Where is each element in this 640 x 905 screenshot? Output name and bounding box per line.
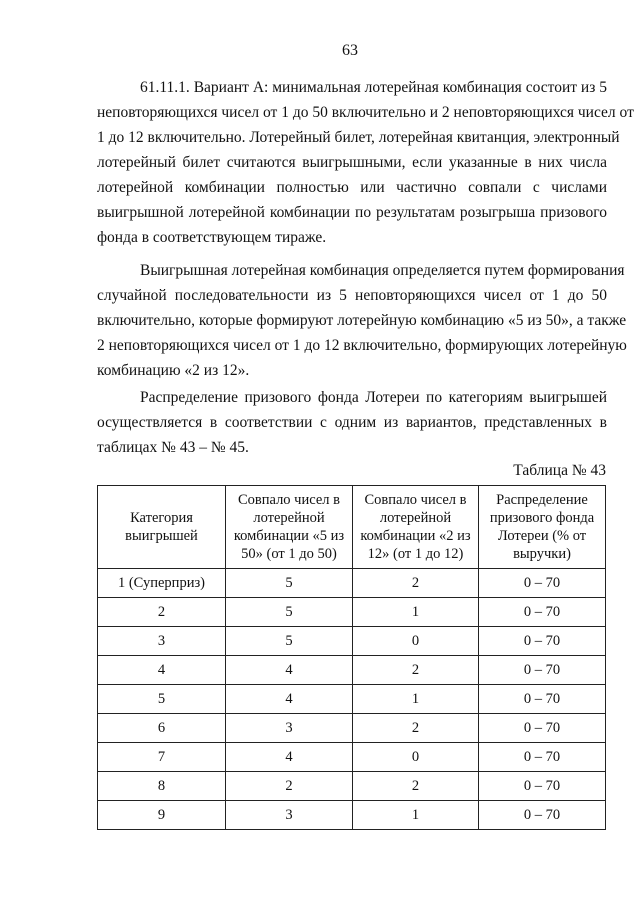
table-cell: 0 – 70	[479, 598, 606, 627]
column-header: Распределение призового фонда Лотереи (% от выручки)	[479, 486, 606, 569]
table-cell: 1	[353, 598, 479, 627]
table-cell: 2	[226, 772, 353, 801]
table-caption: Таблица № 43	[513, 462, 606, 479]
text-line: Распределение призового фонда Лотереи по категориям выигрышей	[140, 389, 607, 406]
table-cell: 4	[226, 656, 353, 685]
table-cell: 0 – 70	[479, 656, 606, 685]
page-number: 63	[342, 42, 358, 59]
table-cell: 0 – 70	[479, 627, 606, 656]
paragraph-prize-distribution	[97, 385, 607, 460]
table-row	[98, 801, 606, 830]
table-cell: 4	[226, 685, 353, 714]
table-row	[98, 772, 606, 801]
table-cell: 3	[226, 714, 353, 743]
table-cell: 4	[226, 743, 353, 772]
text-line: лотерейный билет считаются выигрышными, если указанные в них числа	[97, 154, 607, 171]
table-row	[98, 656, 606, 685]
table-cell: 3	[98, 627, 226, 656]
table-row	[98, 714, 606, 743]
table-cell: 0	[353, 743, 479, 772]
table-row	[98, 743, 606, 772]
text-line: таблицах № 43 – № 45.	[97, 439, 249, 456]
table-cell: 1	[353, 685, 479, 714]
text-line: 61.11.1. Вариант А: минимальная лотерейная комбинация состоит из 5	[140, 79, 607, 96]
table-cell: 0 – 70	[479, 743, 606, 772]
table-cell: 5	[98, 685, 226, 714]
column-header: Категория выигрышей	[98, 486, 226, 569]
table-cell: 1 (Суперприз)	[98, 569, 226, 598]
table-cell: 2	[353, 772, 479, 801]
column-header: Совпало чисел в лотерейной комбинации «5 из 50» (от 1 до 50)	[226, 486, 353, 569]
table-row	[98, 627, 606, 656]
table-row	[98, 569, 606, 598]
paragraph-variant-a	[97, 75, 634, 250]
table-cell: 1	[353, 801, 479, 830]
column-header: Совпало чисел в лотерейной комбинации «2 из 12» (от 1 до 12)	[353, 486, 479, 569]
text-line: неповторяющихся чисел от 1 до 50 включительно и 2 неповторяющихся чисел от	[97, 104, 634, 121]
table-cell: 2	[353, 714, 479, 743]
table-row	[98, 685, 606, 714]
table-cell: 4	[98, 656, 226, 685]
table-row	[98, 598, 606, 627]
table-header-row	[98, 486, 606, 569]
prize-table	[97, 485, 606, 830]
text-line: случайной последовательности из 5 неповторяющихся чисел от 1 до 50	[97, 287, 607, 304]
table-cell: 0 – 70	[479, 569, 606, 598]
table-cell: 2	[98, 598, 226, 627]
text-line: Выигрышная лотерейная комбинация определяется путем формирования	[140, 262, 625, 279]
table-cell: 3	[226, 801, 353, 830]
text-line: комбинацию «2 из 12».	[97, 362, 250, 379]
text-line: 2 неповторяющихся чисел от 1 до 12 включительно, формирующих лотерейную	[97, 337, 627, 354]
text-line: лотерейной комбинации полностью или частично совпали с числами	[97, 179, 607, 196]
table-cell: 6	[98, 714, 226, 743]
text-line: выигрышной лотерейной комбинации по результатам розыгрыша призового	[97, 204, 607, 221]
table-cell: 5	[226, 598, 353, 627]
table-cell: 9	[98, 801, 226, 830]
text-line: осуществляется в соответствии с одним из вариантов, представленных в	[97, 414, 607, 431]
table-cell: 0 – 70	[479, 685, 606, 714]
table-cell: 8	[98, 772, 226, 801]
paragraph-winning-combination	[97, 258, 627, 383]
table-cell: 5	[226, 627, 353, 656]
table-cell: 0 – 70	[479, 772, 606, 801]
table-cell: 0	[353, 627, 479, 656]
table-cell: 5	[226, 569, 353, 598]
table-cell: 2	[353, 569, 479, 598]
table-cell: 0 – 70	[479, 801, 606, 830]
table-cell: 7	[98, 743, 226, 772]
text-line: включительно, которые формируют лотерейную комбинацию «5 из 50», а также	[97, 312, 627, 329]
table-cell: 0 – 70	[479, 714, 606, 743]
text-line: фонда в соответствующем тираже.	[97, 229, 327, 246]
text-line: 1 до 12 включительно. Лотерейный билет, лотерейная квитанция, электронный	[97, 129, 620, 146]
table-cell: 2	[353, 656, 479, 685]
